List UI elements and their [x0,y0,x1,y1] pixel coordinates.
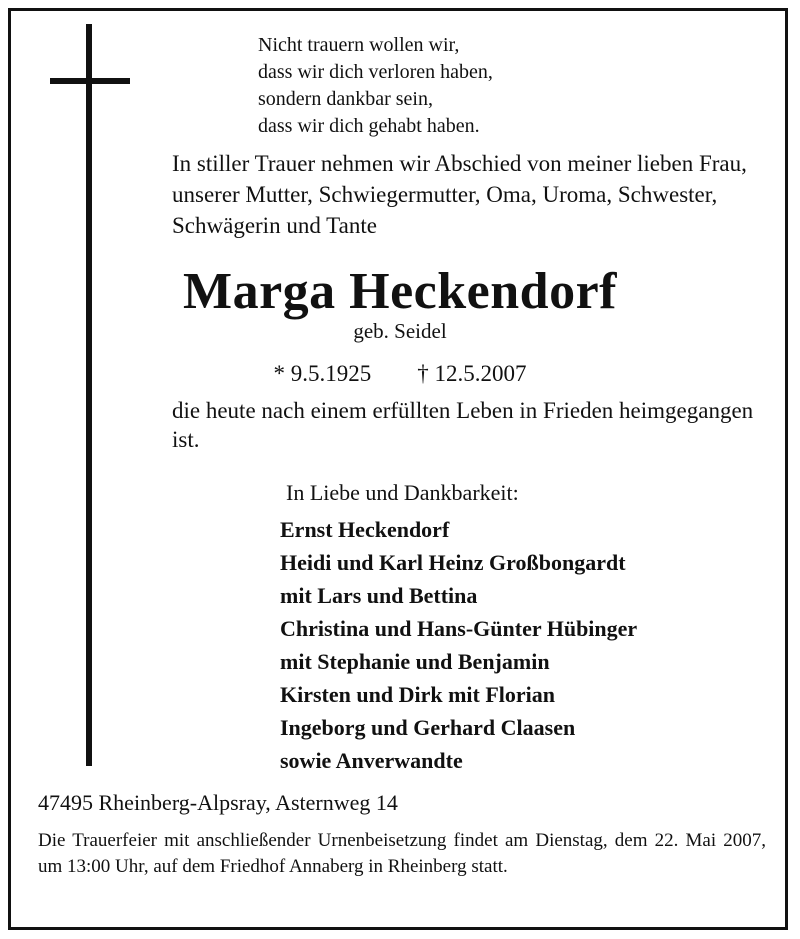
poem-line: sondern dankbar sein, [258,88,433,110]
family-list [280,513,637,777]
after-text: die heute nach einem erfüllten Leben in Frieden heimgegangen ist. [172,398,754,452]
poem-line: dass wir dich verloren haben, [258,61,493,83]
family-member: Christina und Hans-Günter Hübinger [280,616,638,641]
cross-icon [86,24,92,766]
poem-line: Nicht trauern wollen wir, [258,34,460,56]
family-member: Ingeborg und Gerhard Claasen [280,715,576,740]
poem-line: dass wir dich gehabt haben. [258,115,480,137]
family-member: mit Stephanie und Benjamin [280,649,550,674]
ceremony-info: Die Trauerfeier mit anschließender Urnenbeisetzung findet am Dienstag, dem 22. Mai 2007, um 13:00 Uhr, auf dem Friedhof Annaberg in Rheinberg statt. [38,830,766,877]
intro-text: In stiller Trauer nehmen wir Abschied von meiner lieben Frau, unserer Mutter, Schwiegermutter, Oma, Uroma, Schwester, Schwägerin und Tante [172,151,747,238]
death-date: † 12.5.2007 [417,361,527,386]
cross-icon-crossbar [50,78,130,84]
birth-date: * 9.5.1925 [273,361,372,386]
maiden-name: geb. Seidel [353,319,447,343]
deceased-name: Marga Heckendorf [182,263,617,320]
family-member: mit Lars und Bettina [280,583,478,608]
life-dates [0,361,800,387]
family-member: sowie Anverwandte [280,748,463,773]
family-member: Kirsten und Dirk mit Florian [280,682,556,707]
family-member: Heidi und Karl Heinz Großbongardt [280,550,626,575]
love-line: In Liebe und Dankbarkeit: [286,480,519,505]
poem [258,32,493,140]
address: 47495 Rheinberg-Alpsray, Asternweg 14 [38,790,398,815]
family-member: Ernst Heckendorf [280,517,450,542]
